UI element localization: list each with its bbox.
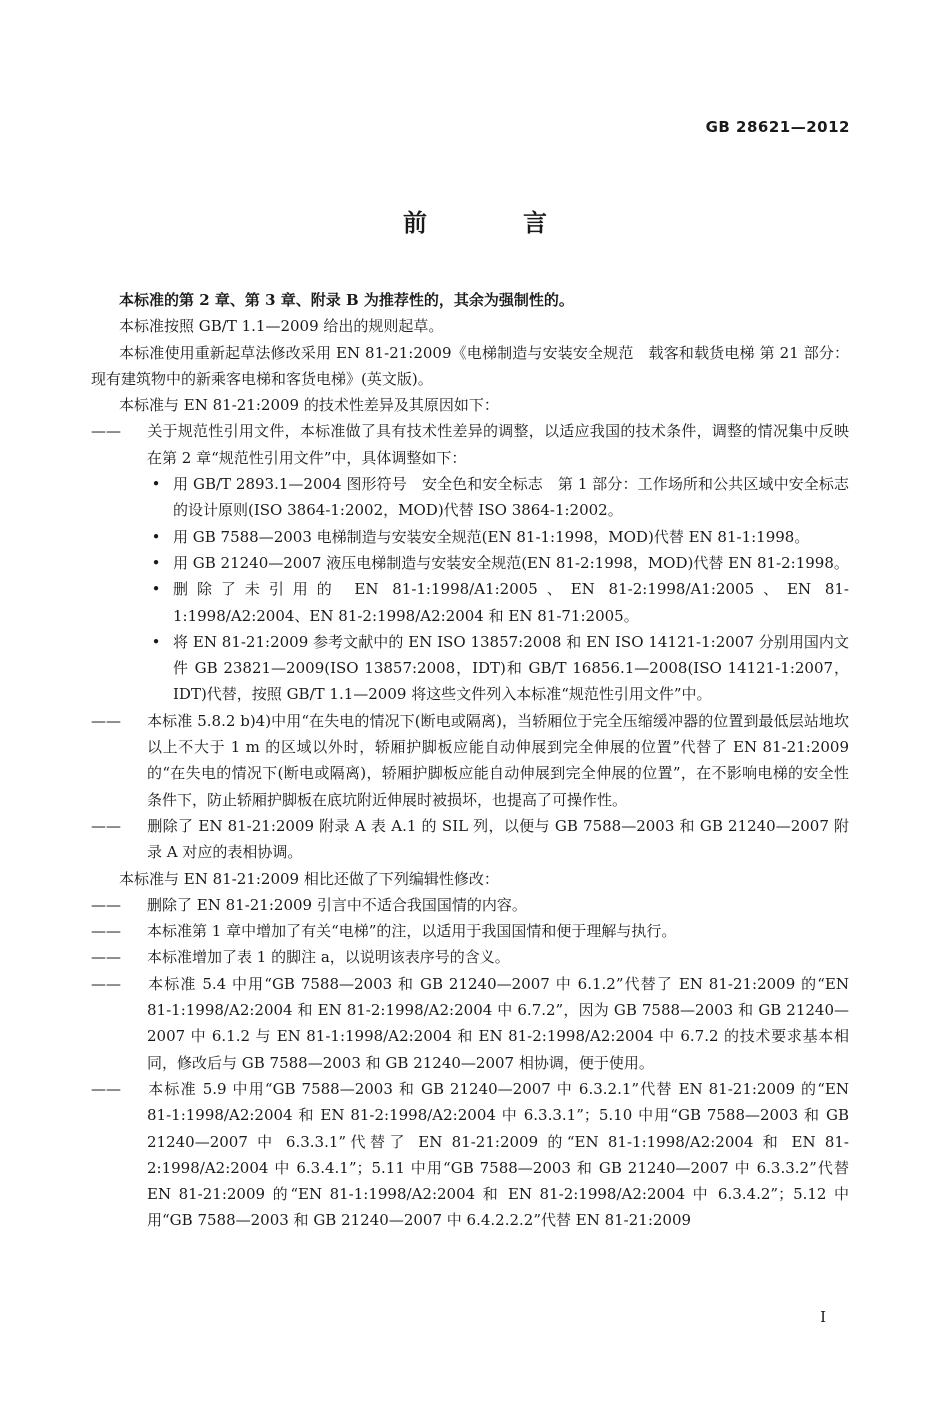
bullet-item xyxy=(91,524,849,550)
dash-item-sil-column xyxy=(91,813,849,866)
standard-code: GB 28621—2012 xyxy=(705,118,850,136)
bullet-text: 用 GB 21240—2007 液压电梯制造与安装安全规范(EN 81-2:1998，MOD)代替 EN 81-2:1998。 xyxy=(173,553,849,572)
bullet-text: 删除了未引用的 EN 81-1:1998/A1:2005、EN 81-2:1998/A1:2005、EN 81-1:1998/A2:2004、EN 81-2:1998/A2:2004 和 EN 81-71:2005。 xyxy=(173,580,849,625)
dash-item-text: 删除了 EN 81-21:2009 引言中不适合我国国情的内容。 xyxy=(147,895,527,914)
dash-mark: —— xyxy=(91,711,121,730)
dash-mark: —— xyxy=(91,1079,121,1098)
dash-item-clause-5-9 xyxy=(91,1076,849,1234)
dash-item-text: 本标准第 1 章中增加了有关“电梯”的注，以适用于我国国情和便于理解与执行。 xyxy=(147,922,677,941)
bullet-icon: • xyxy=(151,553,161,572)
bullet-icon: • xyxy=(151,527,161,546)
paragraph-mandatory-note: 本标准的第 2 章、第 3 章、附录 B 为推荐性的，其余为强制性的。 xyxy=(119,291,574,309)
page-number: I xyxy=(820,1308,826,1326)
dash-item-text: 关于规范性引用文件，本标准做了具有技术性差异的调整，以适应我国的技术条件，调整的情况集中反映在第 2 章“规范性引用文件”中，具体调整如下： xyxy=(147,422,849,467)
bullet-text: 将 EN 81-21:2009 参考文献中的 EN ISO 13857:2008 和 EN ISO 14121-1:2007 分别用国内文件 GB 23821—2009(ISO 13857:2008，IDT)和 GB/T 16856.1—2008(ISO 14121-1:2007，IDT)代替，按照 GB/T 1.1—2009 将这些文件列入本标准“规范性引用文件”中。 xyxy=(173,632,849,704)
bullet-icon: • xyxy=(151,475,161,494)
page-title: 前 言 xyxy=(403,209,583,237)
paragraph-adoption: 本标准使用重新起草法修改采用 EN 81-21:2009《电梯制造与安装安全规范 载客和载货电梯 第 21 部分：现有建筑物中的新乘客电梯和客货电梯》(英文版)。 xyxy=(91,343,849,388)
paragraph-drafting-rules: 本标准按照 GB/T 1.1—2009 给出的规则起草。 xyxy=(119,317,444,336)
dash-item-elevator-note xyxy=(91,918,849,944)
dash-mark: —— xyxy=(91,948,121,967)
paragraph-editorial-changes: 本标准与 EN 81-21:2009 相比还做了下列编辑性修改： xyxy=(119,869,499,888)
dash-item-introduction xyxy=(91,892,849,918)
foreword-body xyxy=(91,287,849,1234)
dash-item-toe-guard xyxy=(91,708,849,813)
bullet-item xyxy=(91,576,849,629)
dash-mark: —— xyxy=(91,816,121,835)
bullet-icon: • xyxy=(151,580,161,599)
bullet-list xyxy=(91,471,849,708)
paragraph-technical-differences: 本标准与 EN 81-21:2009 的技术性差异及其原因如下： xyxy=(119,396,499,415)
bullet-icon: • xyxy=(151,632,161,651)
dash-item-text: 本标准增加了表 1 的脚注 a，以说明该表序号的含义。 xyxy=(147,948,510,967)
dash-item-clause-5-4 xyxy=(91,971,849,1076)
dash-item-table-footnote xyxy=(91,944,849,970)
dash-mark: —— xyxy=(91,922,121,941)
dash-item-text: 删除了 EN 81-21:2009 附录 A 表 A.1 的 SIL 列，以便与 GB 7588—2003 和 GB 21240—2007 附录 A 对应的表相协调。 xyxy=(147,816,849,862)
bullet-item xyxy=(91,471,849,524)
bullet-text: 用 GB/T 2893.1—2004 图形符号 安全色和安全标志 第 1 部分：工作场所和公共区域中安全标志的设计原则(ISO 3864-1:2002，MOD)代替 ISO 3864-1:2002。 xyxy=(173,475,849,520)
dash-item-text: 本标准 5.8.2 b)4)中用“在失电的情况下(断电或隔离)，当轿厢位于完全压缩缓冲器的位置到最低层站地坎以上不大于 1 m 的区域以外时，轿厢护脚板应能自动伸展到完全伸展的位置”代替了 EN 81-21:2009 的“在失电的情况下(断电或隔离)，轿厢护脚板应能自动伸展到完全伸展的位置”，在不影响电梯的安全性条件下，防止轿厢护脚板在底坑附近伸展时被损坏，也提高了可操作性。 xyxy=(147,711,849,809)
bullet-text: 用 GB 7588—2003 电梯制造与安装安全规范(EN 81-1:1998，MOD)代替 EN 81-1:1998。 xyxy=(173,527,810,546)
bullet-item xyxy=(91,550,849,576)
dash-mark: —— xyxy=(91,895,121,914)
dash-item-normative-references xyxy=(91,418,849,471)
dash-item-text: 本标准 5.9 中用“GB 7588—2003 和 GB 21240—2007 中 6.3.2.1”代替 EN 81-21:2009 的“EN 81-1:1998/A2:2004 和 EN 81-2:1998/A2:2004 中 6.3.3.1”；5.10 中用“GB 7588—2003 和 GB 21240—2007 中 6.3.3.1”代替了 EN 81-21:2009 的“EN 81-1:1998/A2:2004 和 EN 81-2:1998/A2:2004 中 6.3.4.1”；5.11 中用“GB 7588—2003 和 GB 21240—2007 中 6.3.3.2”代替 EN 81-21:2009 的“EN 81-1:1998/A2:2004 和 EN 81-2:1998/A2:2004 中 6.3.4.2”；5.12 中用“GB 7588—2003 和 GB 21240—2007 中 6.4.2.2.2”代替 EN 81-21:2009 xyxy=(147,1079,849,1230)
dash-mark: —— xyxy=(91,422,121,441)
bullet-item xyxy=(91,629,849,708)
dash-mark: —— xyxy=(91,974,121,993)
dash-item-text: 本标准 5.4 中用“GB 7588—2003 和 GB 21240—2007 中 6.1.2”代替了 EN 81-21:2009 的“EN 81-1:1998/A2:2004 和 EN 81-2:1998/A2:2004 中 6.7.2”，因为 GB 7588—2003 和 GB 21240—2007 中 6.1.2 与 EN 81-1:1998/A2:2004 和 EN 81-2:1998/A2:2004 中 6.7.2 的技术要求基本相同，修改后与 GB 7588—2003 和 GB 21240—2007 相协调，便于使用。 xyxy=(147,974,849,1072)
